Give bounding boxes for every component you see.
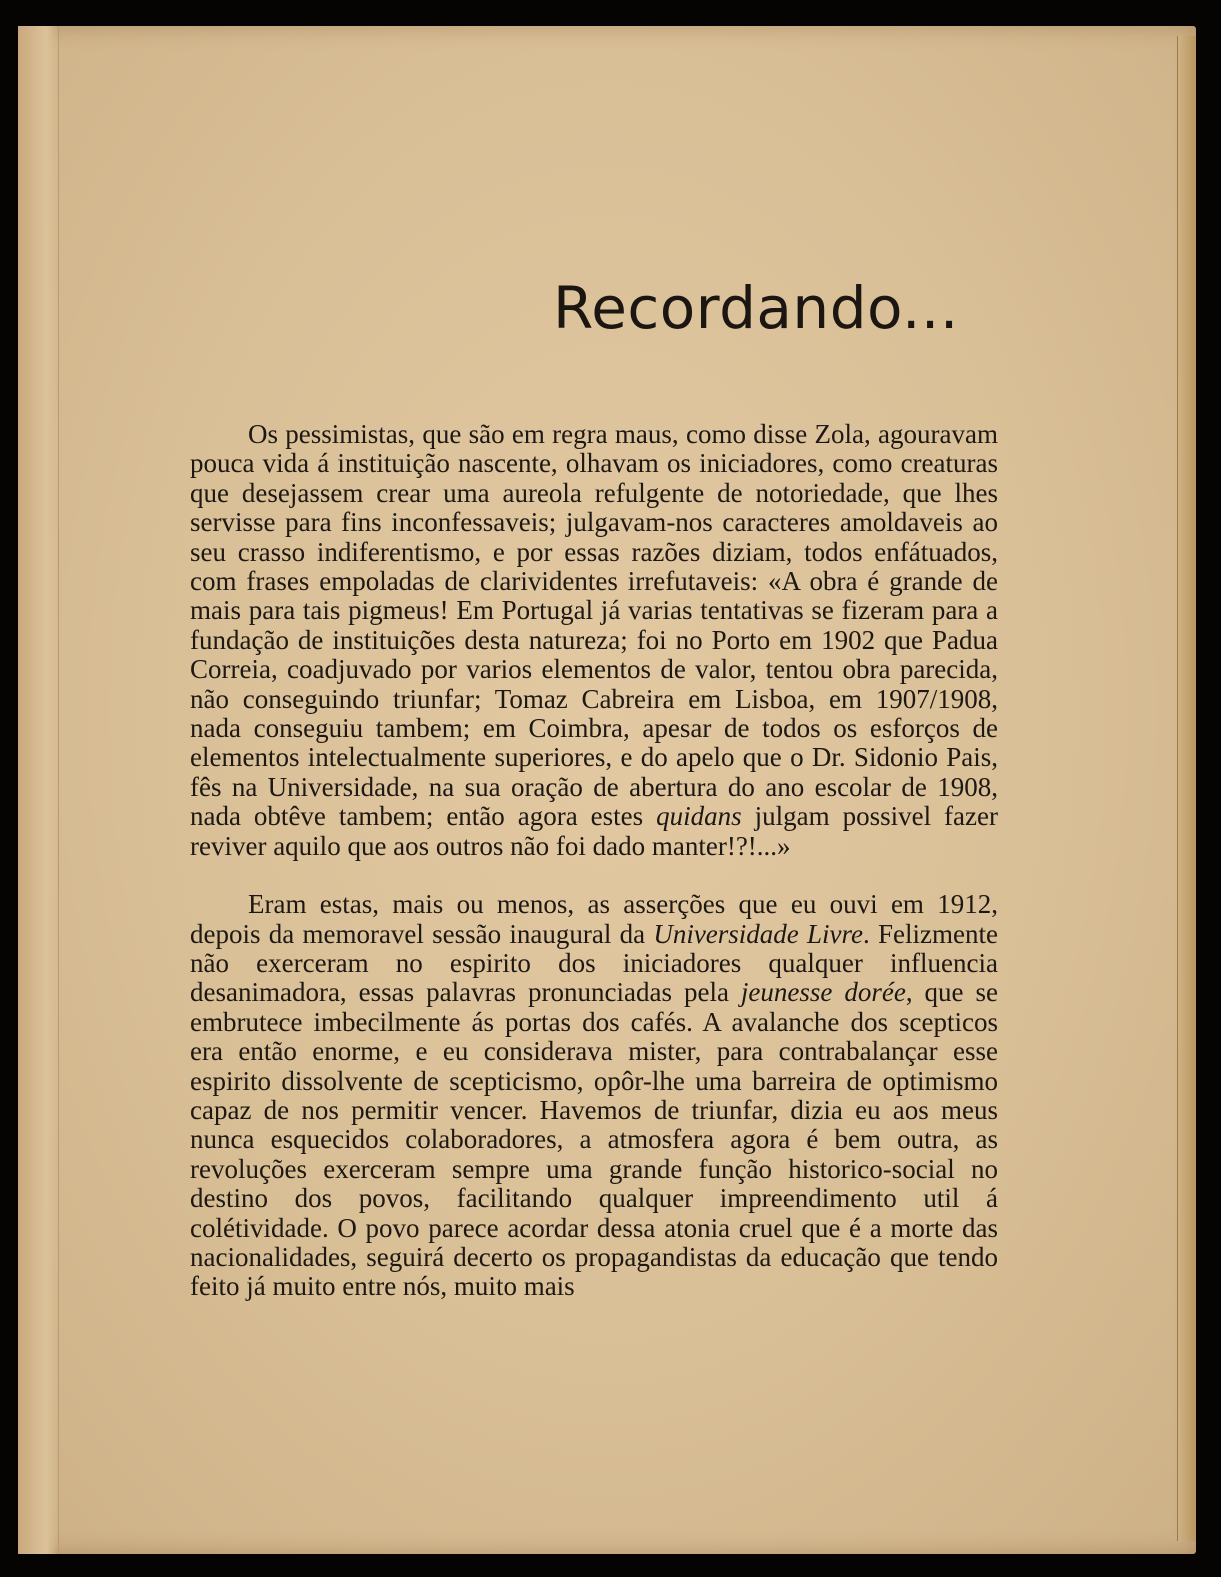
body-text xyxy=(190,420,998,1302)
paragraph-1-text-end: julgam possivel fazer reviver aquilo que aos outros não foi dado manter!?!...» xyxy=(190,801,998,861)
paragraph-1-text: Os pessimistas, que são em regra maus, como disse Zola, agouravam pouca vida á instituição nascente, olhavam os iniciadores, como creaturas que desejassem crear uma aureola refulgente de notoriedade, que lhes servisse para fins inconfessaveis; julgavam-nos caracteres amoldaveis ao seu crasso indiferentismo, e por essas razões diziam, todos enfátuados, com frases empoladas de clarividentes irrefutaveis: «A obra é grande de mais para tais pigmeus! Em Portugal já varias tentativas se fizeram para a fundação de instituições desta natureza; foi no Porto em 1902 que Padua Correia, coadjuvado por varios elementos de valor, tentou obra parecida, não conseguindo triunfar; Tomaz Cabreira em Lisboa, em 1907/1908, nada conseguiu tambem; em Coimbra, apesar de todos os esforços de elementos intelectualmente superiores, e do apelo que o Dr. Sidonio Pais, fês na Universidade, na sua oração de abertura do ano escolar de 1908, nada obtêve tambem; então agora estes xyxy=(190,419,998,832)
book-page xyxy=(18,26,1196,1554)
paragraph-1 xyxy=(190,420,998,861)
paragraph-2-text-mid: . Felizmente não exerceram no espirito dos iniciadores qualquer influencia desanimadora, essas palavras pronunciadas pela xyxy=(190,918,998,1008)
paragraph-2 xyxy=(190,890,998,1302)
page-title: Recordando... xyxy=(553,274,959,342)
page-edge xyxy=(1177,36,1196,1541)
paragraph-1-italic-quidans: quidans xyxy=(656,801,742,832)
page-spine-shadow xyxy=(18,26,59,1554)
paragraph-2-italic-universidade-livre: Universidade Livre xyxy=(653,918,864,949)
paragraph-2-italic-jeunesse-doree: jeunesse dorée xyxy=(740,977,906,1008)
paragraph-2-text-end: , que se embrutece imbecilmente ás portas dos cafés. A avalanche dos scepticos era então enorme, e eu considerava mister, para contrabalançar esse espirito dissolvente de scepticismo, opôr-lhe uma barreira de optimismo capaz de nos permitir vencer. Havemos de triunfar, dizia eu aos meus nunca esquecidos colaboradores, a atmosfera agora é bem outra, as revoluções exerceram sempre uma grande função historico-social no destino dos povos, facilitando qualquer impreendimento util á colétividade. O povo parece acordar dessa atonia cruel que é a morte das nacionalidades, seguirá decerto os propagandistas da educação que tendo feito já muito entre nós, muito mais xyxy=(190,977,998,1302)
paragraph-2-text: Eram estas, mais ou menos, as asserções que eu ouvi em 1912, depois da memoravel sessão inaugural da xyxy=(190,889,998,949)
